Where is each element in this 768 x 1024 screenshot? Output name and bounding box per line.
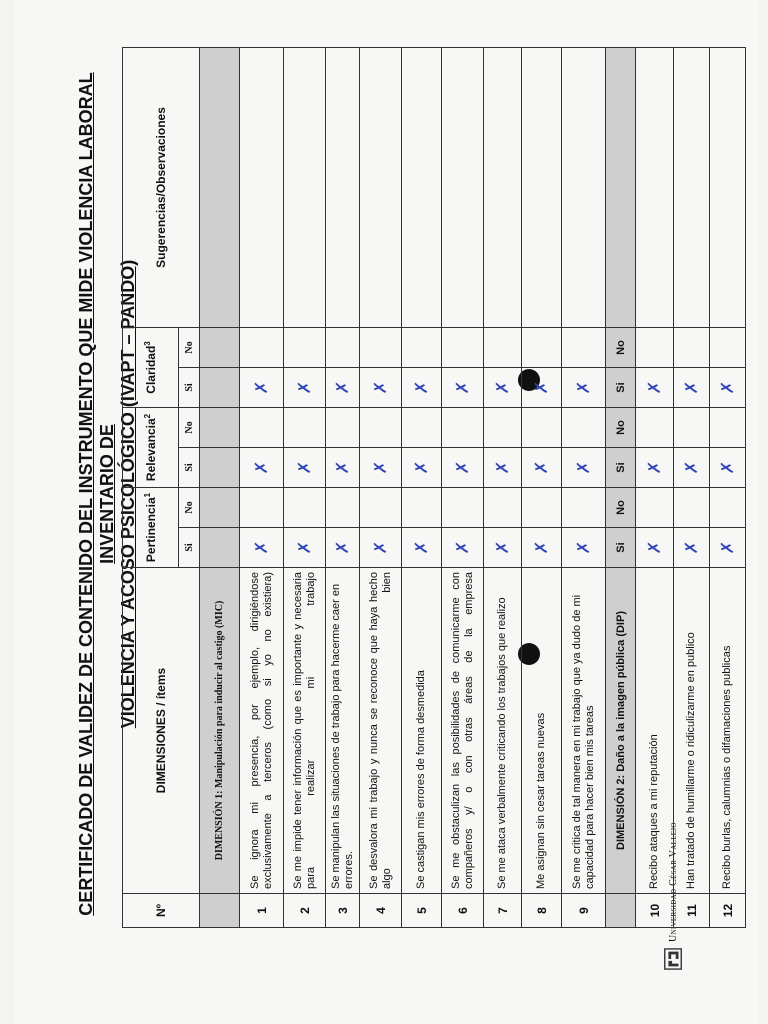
sub-no: No	[606, 407, 636, 447]
claridad-si-mark: ✗	[240, 367, 284, 407]
claridad-si-mark: ✗	[522, 367, 562, 407]
sub-no: No	[179, 488, 200, 528]
header-claridad: Claridad$^3$	[123, 327, 179, 407]
sub-si: Si	[606, 448, 636, 488]
item-text: Se ignora mi presencia, por ejemplo, dirigiéndose exclusivamente a terceros (como si yo no existiera)	[240, 568, 284, 894]
relevancia-si-mark: ✗	[402, 448, 442, 488]
claridad-si-mark: ✗	[284, 367, 326, 407]
item-text: Se me impide tener información que es importante y necesaria para realizar mi trabajo	[284, 568, 326, 894]
claridad-si-mark: ✗	[484, 367, 522, 407]
table-row	[284, 47, 326, 927]
validity-table	[122, 47, 746, 928]
claridad-si-mark: ✗	[710, 367, 746, 407]
table-row	[674, 47, 710, 927]
table-row	[636, 47, 674, 927]
item-number: 8	[522, 894, 562, 928]
table-row	[710, 47, 746, 927]
table-row	[240, 47, 284, 927]
header-relevancia: Relevancia$^2$	[123, 407, 179, 487]
pertinencia-si-mark: ✗	[360, 528, 402, 568]
observation-cell	[284, 47, 326, 327]
table-row	[522, 47, 562, 927]
relevancia-si-mark: ✗	[284, 448, 326, 488]
relevancia-si-mark: ✗	[674, 448, 710, 488]
table-row	[442, 47, 484, 927]
item-number: 2	[284, 894, 326, 928]
observation-cell	[484, 47, 522, 327]
pertinencia-si-mark: ✗	[562, 528, 606, 568]
item-text: Se me ataca verbalmente criticando los trabajos que realizo	[484, 568, 522, 894]
observation-cell	[522, 47, 562, 327]
pertinencia-si-mark: ✗	[710, 528, 746, 568]
item-number: 5	[402, 894, 442, 928]
item-number: 3	[326, 894, 360, 928]
item-number: 12	[710, 894, 746, 928]
sub-no: No	[606, 327, 636, 367]
item-text: Se me obstaculizan las posibilidades de comunicarme con compañeros y/ o con otras áreas de la empresa	[442, 568, 484, 894]
dimension-1-num	[200, 894, 240, 928]
relevancia-si-mark: ✗	[710, 448, 746, 488]
pertinencia-si-mark: ✗	[674, 528, 710, 568]
item-text: Recibo ataques a mi reputación	[636, 568, 674, 894]
title-line-1: CERTIFICADO DE VALIDEZ DE CONTENIDO DEL INSTRUMENTO QUE MIDE VIOLENCIA LABORAL INVENTARIO DE	[76, 72, 117, 916]
sub-no: No	[179, 327, 200, 367]
relevancia-si-mark: ✗	[326, 448, 360, 488]
claridad-si-mark: ✗	[326, 367, 360, 407]
sub-no: No	[179, 407, 200, 447]
item-number: 11	[674, 894, 710, 928]
item-text: Me asignan sin cesar tareas nuevas	[522, 568, 562, 894]
item-number: 7	[484, 894, 522, 928]
observation-cell	[360, 47, 402, 327]
item-text: Se castigan mis errores de forma desmedida	[402, 568, 442, 894]
relevancia-si-mark: ✗	[442, 448, 484, 488]
header-dimensions: DIMENSIONES / ítems	[123, 568, 200, 894]
item-text: Se desvalora mi trabajo y nunca se reconoce que haya hecho algo bien	[360, 568, 402, 894]
item-text: Se manipulan las situaciones de trabajo para hacerme caer en errores.	[326, 568, 360, 894]
table-row	[360, 47, 402, 927]
relevancia-si-mark: ✗	[562, 448, 606, 488]
observation-cell	[636, 47, 674, 327]
relevancia-si-mark: ✗	[484, 448, 522, 488]
university-name: Universidad César Vallejo	[667, 822, 679, 942]
claridad-si-mark: ✗	[562, 367, 606, 407]
relevancia-si-mark: ✗	[360, 448, 402, 488]
header-sugerencias: Sugerencias/Observaciones	[123, 47, 200, 327]
sub-si: Si	[179, 448, 200, 488]
claridad-si-mark: ✗	[402, 367, 442, 407]
title-line-2: VIOLENCIA Y ACOSO PSICOLÓGICO (IVAPT – PANDO)	[118, 259, 138, 729]
observation-cell	[402, 47, 442, 327]
observation-cell	[240, 47, 284, 327]
observation-cell	[710, 47, 746, 327]
pertinencia-si-mark: ✗	[442, 528, 484, 568]
item-number: 1	[240, 894, 284, 928]
observation-cell	[674, 47, 710, 327]
header-pertinencia: Pertinencia$^1$	[123, 488, 179, 568]
item-number: 6	[442, 894, 484, 928]
item-text: Han tratado de humillarme o ridiculizarme en publico	[674, 568, 710, 894]
pertinencia-si-mark: ✗	[522, 528, 562, 568]
table-row	[402, 47, 442, 927]
item-text: Se me critica de tal manera en mi trabajo que ya dudo de mi capacidad para hacer bien mis tareas	[562, 568, 606, 894]
claridad-si-mark: ✗	[674, 367, 710, 407]
sub-si: Si	[606, 528, 636, 568]
ucv-logo-icon	[662, 948, 684, 970]
pertinencia-si-mark: ✗	[484, 528, 522, 568]
dimension-2-num	[606, 894, 636, 928]
sub-si: Si	[606, 367, 636, 407]
dimension-2-title: DIMENSIÓN 2: Daño a la imagen pública (DIP)	[606, 568, 636, 894]
pertinencia-si-mark: ✗	[284, 528, 326, 568]
table-row	[326, 47, 360, 927]
pertinencia-si-mark: ✗	[240, 528, 284, 568]
claridad-si-mark: ✗	[360, 367, 402, 407]
table-row	[562, 47, 606, 927]
table-row	[484, 47, 522, 927]
sub-si: Si	[179, 367, 200, 407]
dimension-2-row	[606, 47, 636, 927]
dimension-1-row	[200, 47, 240, 927]
pertinencia-si-mark: ✗	[636, 528, 674, 568]
relevancia-si-mark: ✗	[522, 448, 562, 488]
item-number: 9	[562, 894, 606, 928]
claridad-si-mark: ✗	[442, 367, 484, 407]
pertinencia-si-mark: ✗	[402, 528, 442, 568]
relevancia-si-mark: ✗	[240, 448, 284, 488]
observation-cell	[442, 47, 484, 327]
header-row	[123, 47, 179, 927]
item-number: 4	[360, 894, 402, 928]
relevancia-si-mark: ✗	[636, 448, 674, 488]
pertinencia-si-mark: ✗	[326, 528, 360, 568]
header-num: Nº	[123, 894, 200, 928]
claridad-si-mark: ✗	[636, 367, 674, 407]
item-number: 10	[636, 894, 674, 928]
item-text: Recibo burlas, calumnias o difamaciones publicas	[710, 568, 746, 894]
sub-si: Si	[179, 528, 200, 568]
sub-no: No	[606, 488, 636, 528]
dimension-1-title: DIMENSIÓN 1: Manipulación para inducir al castigo (MIC)	[200, 568, 240, 894]
observation-cell	[562, 47, 606, 327]
observation-cell	[326, 47, 360, 327]
